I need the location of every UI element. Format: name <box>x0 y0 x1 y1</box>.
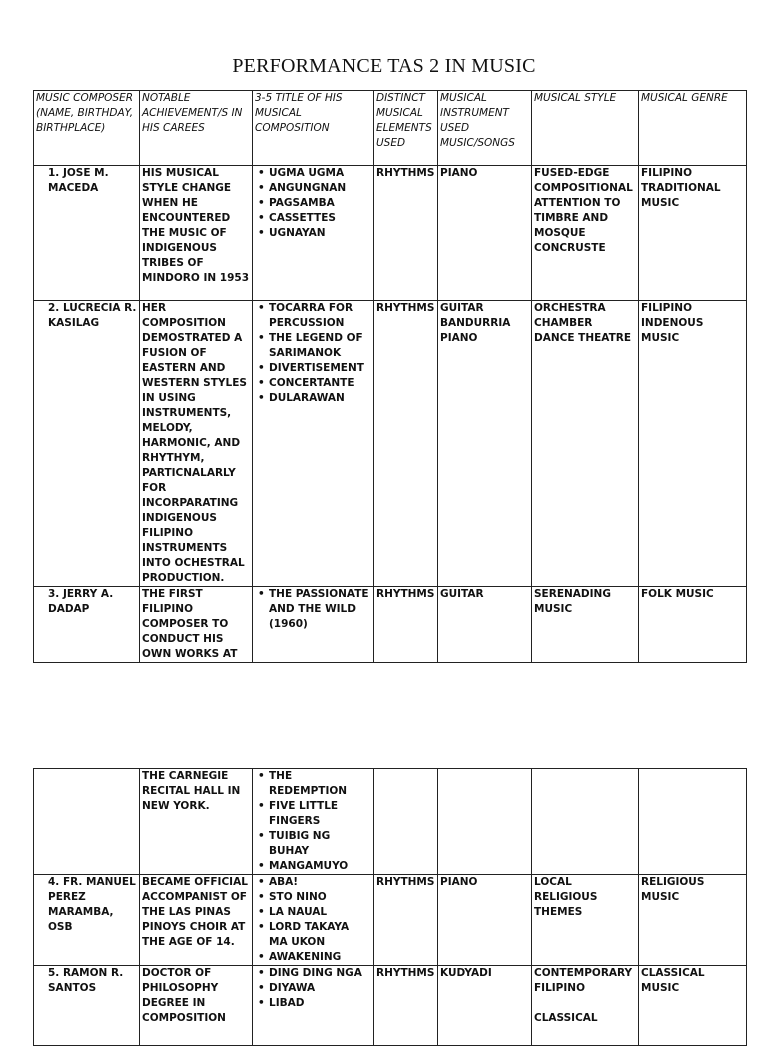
style-cell: ORCHESTRA CHAMBER DANCE THEATRE <box>532 301 639 587</box>
table-row <box>34 587 747 663</box>
table-row <box>34 966 747 1046</box>
composition-item: • CONCERTANTE <box>269 376 371 391</box>
elements-cell: RHYTHMS <box>374 587 438 663</box>
composition-item: • FIVE LITTLE FINGERS <box>269 799 371 829</box>
achievement-cell: DOCTOR OF PHILOSOPHY DEGREE IN COMPOSITION <box>140 966 253 1046</box>
genre-cell: CLASSICAL MUSIC <box>639 966 747 1046</box>
composition-item: • UGMA UGMA <box>269 166 371 181</box>
composer-cell: 3. JERRY A. DADAP <box>34 587 140 663</box>
compositions-cell <box>253 966 374 1046</box>
instrument-cell: PIANO <box>438 166 532 301</box>
composition-item: • UGNAYAN <box>269 226 371 241</box>
composition-item: • LORD TAKAYA MA UKON <box>269 920 371 950</box>
composition-item: • PAGSAMBA <box>269 196 371 211</box>
elements-cell <box>374 769 438 875</box>
genre-cell: FOLK MUSIC <box>639 587 747 663</box>
composition-item: • ANGUNGNAN <box>269 181 371 196</box>
instrument-cell <box>438 769 532 875</box>
compositions-cell <box>253 166 374 301</box>
composition-item: • DIVERTISEMENT <box>269 361 371 376</box>
header-elements: DISTINCT MUSICAL ELEMENTS USED <box>374 91 438 166</box>
composer-cell: 4. FR. MANUEL PEREZ MARAMBA, OSB <box>34 875 140 966</box>
header-style: MUSICAL STYLE <box>532 91 639 166</box>
composition-item: • ABA! <box>269 875 371 890</box>
composer-cell: 1. JOSE M. MACEDA <box>34 166 140 301</box>
table-row <box>34 769 747 875</box>
achievement-cell: HER COMPOSITION DEMOSTRATED A FUSION OF EASTERN AND WESTERN STYLES IN USING INSTRUMENTS, MELODY, HARMONIC, AND RHYTHYM, PARTICNALARLY FOR INCORPARATING INDIGENOUS FILIPINO INSTRUMENTS INTO OCHESTRAL PRODUCTION. <box>140 301 253 587</box>
achievement-cell: HIS MUSICAL STYLE CHANGE WHEN HE ENCOUNTERED THE MUSIC OF INDIGENOUS TRIBES OF MINDORO IN 1953 <box>140 166 253 301</box>
header-composer: MUSIC COMPOSER (NAME, BIRTHDAY, BIRTHPLACE) <box>34 91 140 166</box>
header-row <box>34 91 747 166</box>
style-line: CLASSICAL <box>534 1012 598 1024</box>
composer-cell <box>34 769 140 875</box>
genre-cell: FILIPINO INDENOUS MUSIC <box>639 301 747 587</box>
composition-item: • TOCARRA FOR PERCUSSION <box>269 301 371 331</box>
header-compositions: 3-5 TITLE OF HIS MUSICAL COMPOSITION <box>253 91 374 166</box>
composition-item: • CASSETTES <box>269 211 371 226</box>
compositions-cell <box>253 587 374 663</box>
composition-item: • DULARAWAN <box>269 391 371 406</box>
composers-table <box>33 90 747 663</box>
achievement-cell: BECAME OFFICIAL ACCOMPANIST OF THE LAS PINAS PINOYS CHOIR AT THE AGE OF 14. <box>140 875 253 966</box>
header-instrument: MUSICAL INSTRUMENT USED MUSIC/SONGS <box>438 91 532 166</box>
composition-item: • MANGAMUYO <box>269 859 371 874</box>
elements-cell: RHYTHMS <box>374 966 438 1046</box>
style-cell <box>532 769 639 875</box>
instrument-cell: PIANO <box>438 875 532 966</box>
composition-item: • AWAKENING <box>269 950 371 965</box>
table-row <box>34 301 747 587</box>
style-line: CONTEMPORARY FILIPINO <box>534 967 633 994</box>
table-row <box>34 166 747 301</box>
style-cell: SERENADING MUSIC <box>532 587 639 663</box>
achievement-cell: THE CARNEGIE RECITAL HALL IN NEW YORK. <box>140 769 253 875</box>
style-cell: FUSED-EDGE COMPOSITIONAL ATTENTION TO TIMBRE AND MOSQUE CONCRUSTE <box>532 166 639 301</box>
composition-item: • TUIBIG NG BUHAY <box>269 829 371 859</box>
composition-item: • LIBAD <box>269 996 371 1011</box>
elements-cell: RHYTHMS <box>374 166 438 301</box>
document-title: PERFORMANCE TAS 2 IN MUSIC <box>232 55 536 77</box>
composition-item: • THE LEGEND OF SARIMANOK <box>269 331 371 361</box>
genre-cell: FILIPINO TRADITIONAL MUSIC <box>639 166 747 301</box>
genre-cell: RELIGIOUS MUSIC <box>639 875 747 966</box>
composition-item: • THE REDEMPTION <box>269 769 371 799</box>
instrument-cell: GUITAR <box>438 587 532 663</box>
elements-cell: RHYTHMS <box>374 875 438 966</box>
composition-item: • DING DING NGA <box>269 966 371 981</box>
composer-cell: 2. LUCRECIA R. KASILAG <box>34 301 140 587</box>
header-genre: MUSICAL GENRE <box>639 91 747 166</box>
composition-item: • THE PASSIONATE AND THE WILD (1960) <box>269 587 371 632</box>
instrument-cell: GUITAR BANDURRIA PIANO <box>438 301 532 587</box>
achievement-cell: THE FIRST FILIPINO COMPOSER TO CONDUCT HIS OWN WORKS AT <box>140 587 253 663</box>
header-achievement: NOTABLE ACHIEVEMENT/S IN HIS CAREES <box>140 91 253 166</box>
composition-item: • DIYAWA <box>269 981 371 996</box>
table-row <box>34 875 747 966</box>
style-cell: LOCAL RELIGIOUS THEMES <box>532 875 639 966</box>
instrument-cell: KUDYADI <box>438 966 532 1046</box>
style-cell <box>532 966 639 1046</box>
composition-item: • LA NAUAL <box>269 905 371 920</box>
compositions-cell <box>253 301 374 587</box>
composer-cell: 5. RAMON R. SANTOS <box>34 966 140 1046</box>
composition-item: • STO NINO <box>269 890 371 905</box>
composers-table-continued <box>33 768 747 1046</box>
genre-cell <box>639 769 747 875</box>
compositions-cell <box>253 769 374 875</box>
compositions-cell <box>253 875 374 966</box>
elements-cell: RHYTHMS <box>374 301 438 587</box>
